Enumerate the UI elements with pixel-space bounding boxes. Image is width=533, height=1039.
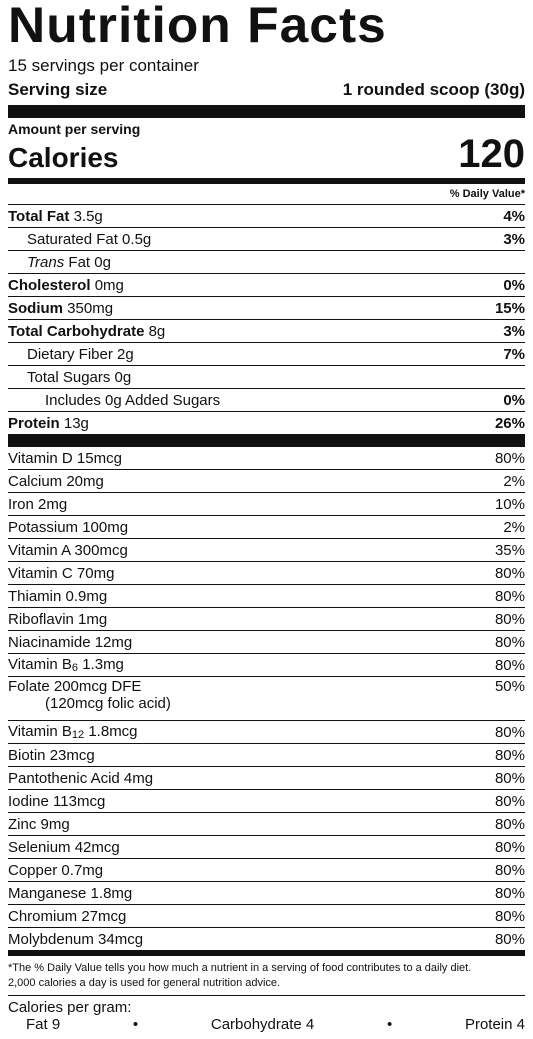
calories-per-gram-row	[8, 1016, 525, 1033]
nutrient-row-total-carbohydrate: Total Carbohydrate 8g 3%	[8, 320, 525, 343]
nutrient-row-trans-fat: Trans Fat 0g	[8, 251, 525, 274]
vitamin-row-b12: Vitamin $B_{12}$ 1.8mcg 80%	[8, 721, 525, 744]
vitamin-row: Vitamin A 300mcg 35%	[8, 539, 525, 562]
vitamin-row: Riboflavin 1mg 80%	[8, 608, 525, 631]
vitamin-row: Potassium 100mg 2%	[8, 516, 525, 539]
servings-per-container: 15 servings per container	[8, 56, 199, 75]
cpg-protein: Protein 4	[464, 1016, 525, 1033]
mineral-row: Zinc 9mg 80%	[8, 813, 525, 836]
divider-bottom	[8, 950, 525, 956]
nutrient-row-added-sugars: Includes 0g Added Sugars 0%	[8, 389, 525, 412]
vitamin-row: Iron 2mg 10%	[8, 493, 525, 516]
vitamins-list	[8, 447, 525, 950]
mineral-row: Iodine 113mcg 80%	[8, 790, 525, 813]
daily-value-header: % Daily Value*	[8, 184, 525, 205]
mineral-row: Chromium 27mcg 80%	[8, 905, 525, 928]
nutrient-row-cholesterol: Cholesterol 0mg 0%	[8, 274, 525, 297]
serving-size-label: Serving size	[8, 80, 108, 99]
calories-per-gram-label: Calories per gram:	[8, 999, 132, 1016]
nutrition-facts-panel	[8, 0, 525, 1033]
nutrient-row-protein: Protein 13g 26%	[8, 414, 525, 432]
bullet-icon: •	[386, 1016, 393, 1033]
mineral-row: Pantothenic Acid 4mg 80%	[8, 767, 525, 790]
vitamin-row: Thiamin 0.9mg 80%	[8, 585, 525, 608]
mineral-row: Copper 0.7mg 80%	[8, 859, 525, 882]
vitamin-row-b6: Vitamin $B_6$ 1.3mg 80%	[8, 654, 525, 677]
mineral-row: Biotin 23mcg 80%	[8, 744, 525, 767]
mineral-row: Manganese 1.8mg 80%	[8, 882, 525, 905]
nutrient-row-total-sugars: Total Sugars 0g	[8, 366, 525, 389]
divider-thick	[8, 105, 525, 118]
panel-title: Nutrition Facts	[8, 0, 387, 53]
nutrient-row-saturated-fat: Saturated Fat 0.5g 3%	[8, 228, 525, 251]
daily-value-footnote: *The % Daily Value tells you how much a nutrient in a serving of food contributes to a daily diet. 2,000 calories a day is used for general nutrition advice.	[8, 961, 525, 996]
vitamin-row: Niacinamide 12mg 80%	[8, 631, 525, 654]
mineral-row: Molybdenum 34mcg 80%	[8, 930, 525, 948]
nutrient-row-sodium: Sodium 350mg 15%	[8, 297, 525, 320]
calories-label: Calories	[8, 142, 119, 173]
cpg-fat: Fat 9	[26, 1016, 61, 1033]
cpg-carbohydrate: Carbohydrate 4	[210, 1016, 315, 1033]
vitamin-row-folate: Folate 200mcg DFE (120mcg folic acid) 50%	[8, 677, 525, 721]
nutrient-row-dietary-fiber: Dietary Fiber 2g 7%	[8, 343, 525, 366]
divider-thick-vitamins	[8, 434, 525, 447]
amount-per-serving: Amount per serving	[8, 121, 141, 137]
serving-size-value: 1 rounded scoop (30g)	[342, 80, 525, 99]
calories-row	[8, 132, 525, 176]
bullet-icon: •	[132, 1016, 139, 1033]
mineral-row: Selenium 42mcg 80%	[8, 836, 525, 859]
vitamin-row: Vitamin D 15mcg 80%	[8, 447, 525, 470]
vitamin-row: Calcium 20mg 2%	[8, 470, 525, 493]
calories-value: 120	[458, 132, 525, 176]
serving-size-row	[8, 79, 525, 101]
nutrient-row-total-fat: Total Fat 3.5g 4%	[8, 205, 525, 228]
vitamin-row: Vitamin C 70mg 80%	[8, 562, 525, 585]
